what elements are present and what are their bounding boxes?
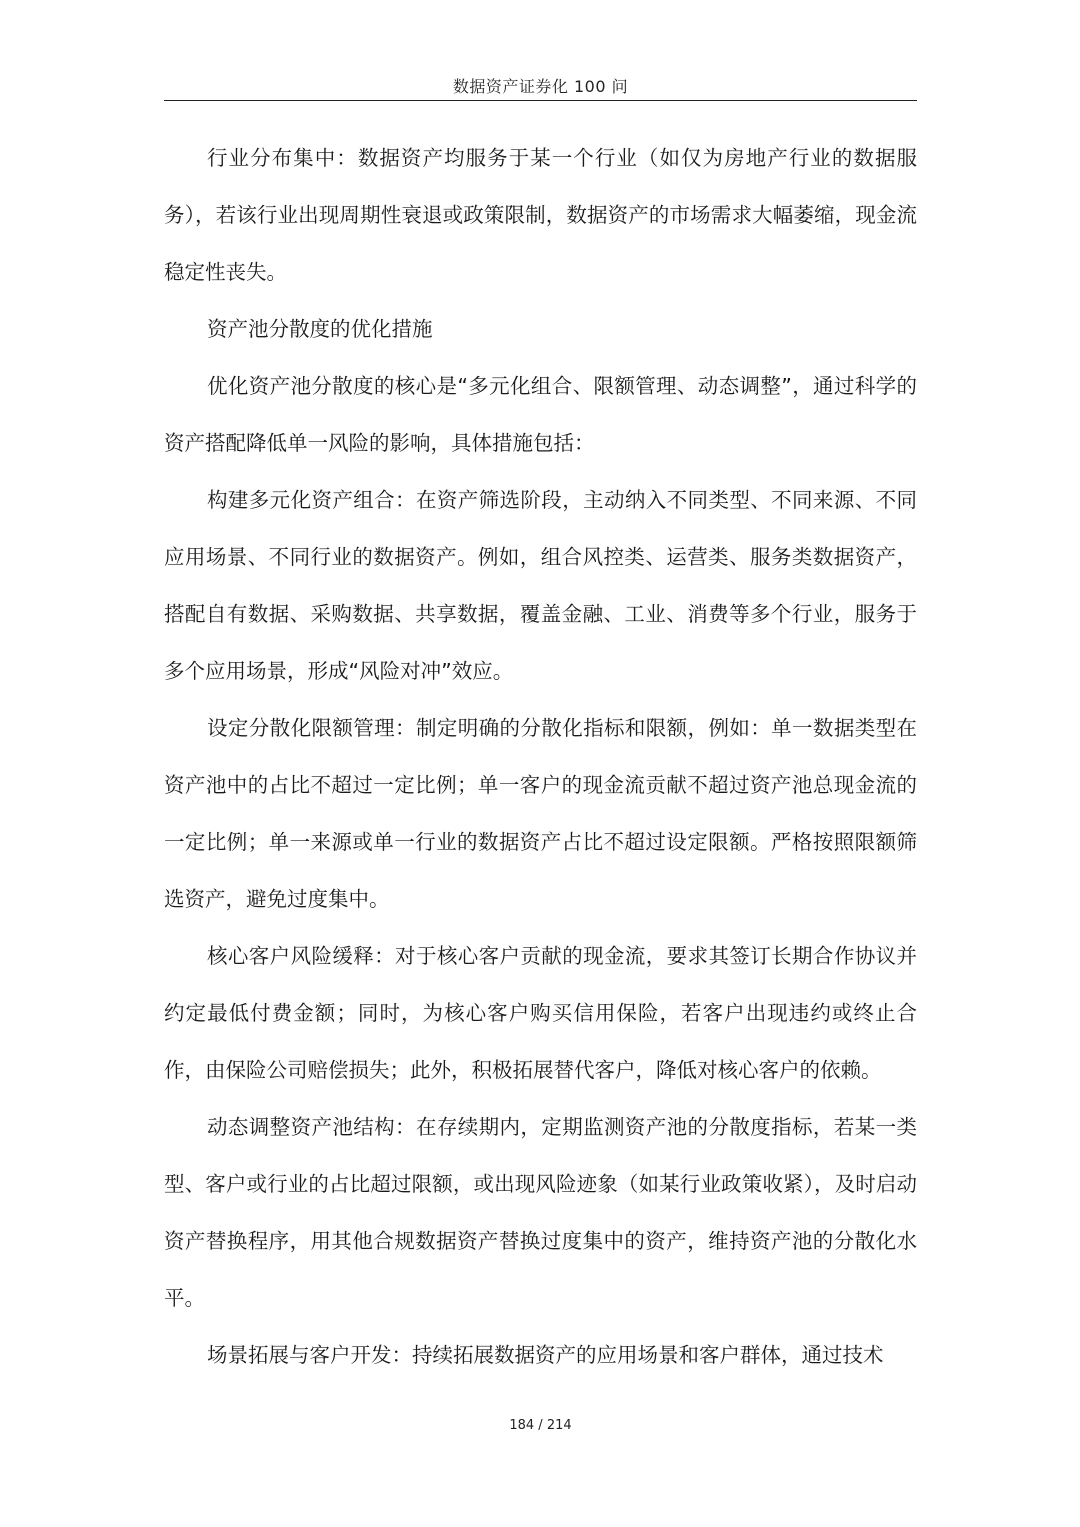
body-text: [164, 130, 917, 1384]
paragraph-diversified-portfolio: 构建多元化资产组合：在资产筛选阶段，主动纳入不同类型、不同来源、不同应用场景、不同行业的数据资产。例如，组合风控类、运营类、服务类数据资产，搭配自有数据、采购数据、共享数据，覆盖金融、工业、消费等多个行业，服务于多个应用场景，形成“风险对冲”效应。: [164, 488, 917, 683]
paragraph-core-principle: 优化资产池分散度的核心是“多元化组合、限额管理、动态调整”，通过科学的资产搭配降低单一风险的影响，具体措施包括：: [164, 374, 917, 455]
paragraph-industry-concentration: 行业分布集中：数据资产均服务于某一个行业（如仅为房地产行业的数据服务），若该行业出现周期性衰退或政策限制，数据资产的市场需求大幅萎缩，现金流稳定性丧失。: [164, 146, 917, 284]
paragraph-limit-management: 设定分散化限额管理：制定明确的分散化指标和限额，例如：单一数据类型在资产池中的占比不超过一定比例；单一客户的现金流贡献不超过资产池总现金流的一定比例；单一来源或单一行业的数据资产占比不超过设定限额。严格按照限额筛选资产，避免过度集中。: [164, 716, 917, 911]
header-divider: [164, 100, 917, 101]
paragraph-core-client-risk: 核心客户风险缓释：对于核心客户贡献的现金流，要求其签订长期合作协议并约定最低付费金额；同时，为核心客户购买信用保险，若客户出现违约或终止合作，由保险公司赔偿损失；此外，积极拓展替代客户，降低对核心客户的依赖。: [164, 944, 917, 1082]
paragraph-dynamic-adjustment: 动态调整资产池结构：在存续期内，定期监测资产池的分散度指标，若某一类型、客户或行业的占比超过限额，或出现风险迹象（如某行业政策收紧），及时启动资产替换程序，用其他合规数据资产替换过度集中的资产，维持资产池的分散化水平。: [164, 1115, 917, 1310]
page-number: 184 / 214: [509, 1418, 572, 1433]
section-heading: 资产池分散度的优化措施: [207, 317, 433, 341]
running-header: 数据资产证券化 100 问: [452, 77, 629, 96]
paragraph-scenario-expansion: 场景拓展与客户开发：持续拓展数据资产的应用场景和客户群体，通过技术: [207, 1343, 884, 1367]
